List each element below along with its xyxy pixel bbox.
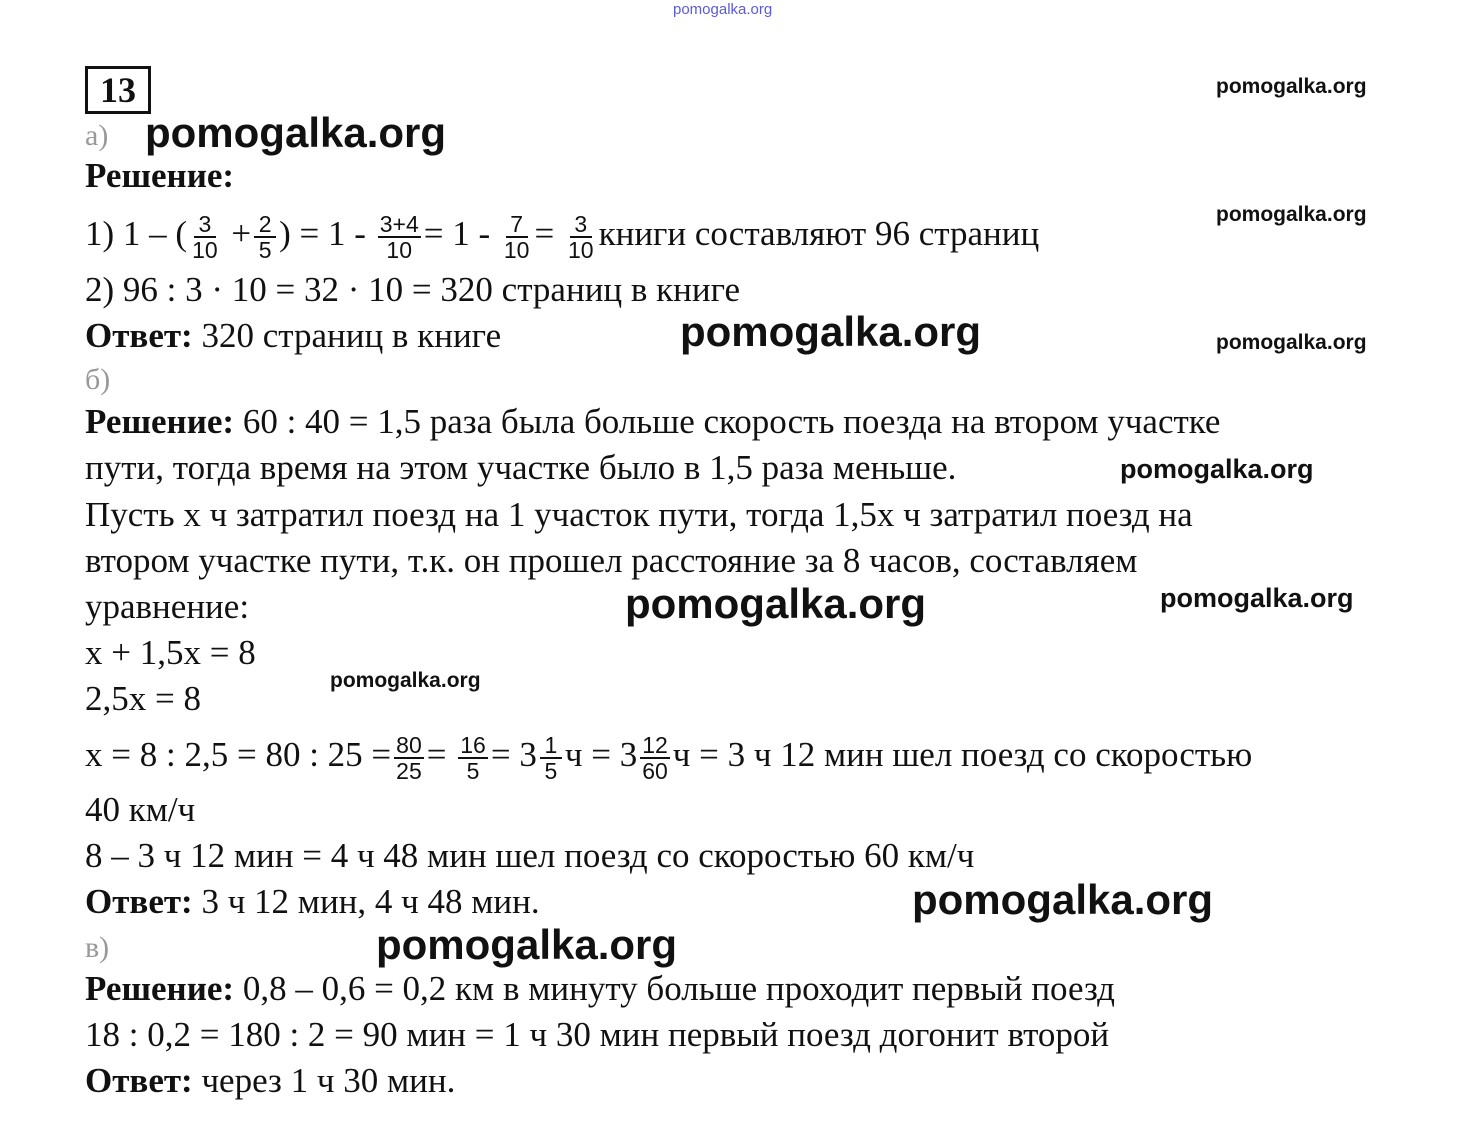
part-c-line-1 [85, 969, 1115, 1009]
watermark: pomogalka.org [1216, 75, 1367, 98]
fraction [540, 733, 562, 783]
watermark[interactable]: pomogalka.org [673, 1, 773, 18]
fraction [190, 212, 220, 262]
text: x = 8 : 2,5 = 80 : 25 = [85, 735, 392, 775]
numerator: 16 [460, 732, 486, 758]
denominator: 10 [192, 237, 218, 263]
text: = [534, 214, 555, 254]
numerator: 3+4 [379, 211, 419, 237]
part-b-line-5: уравнение: [85, 587, 250, 626]
part-a-label: а) [85, 119, 109, 152]
part-b-line-10: 8 – 3 ч 12 мин = 4 ч 48 мин шел поезд со скоростью 60 км/ч [85, 836, 975, 875]
text: ч = 3 [564, 735, 638, 775]
solution-label: Решение: [85, 402, 235, 441]
part-c-label: в) [85, 931, 110, 964]
watermark: pomogalka.org [625, 580, 927, 627]
numerator: 3 [194, 212, 216, 238]
denominator: 5 [258, 237, 272, 263]
part-b-line-9: 40 км/ч [85, 790, 196, 829]
fraction [640, 733, 670, 783]
text: ч = 3 ч 12 мин шел поезд со скоростью [672, 735, 1253, 775]
watermark: pomogalka.org [1160, 583, 1354, 613]
fraction [378, 212, 421, 262]
text: ) = 1 - [279, 214, 366, 254]
part-c-line-2: 18 : 0,2 = 180 : 2 = 90 мин = 1 ч 30 мин первый поезд догонит второй [85, 1015, 1110, 1054]
part-c-answer [85, 1061, 455, 1101]
denominator: 25 [396, 758, 422, 784]
numerator: 3 [570, 212, 592, 238]
fraction [502, 212, 532, 262]
part-b-equation-2: 2,5x = 8 [85, 679, 201, 718]
watermark: pomogalka.org [145, 109, 447, 156]
text: = [426, 735, 447, 775]
part-a-solution-label: Решение: [85, 156, 235, 195]
fraction [394, 733, 424, 783]
numerator: 2 [254, 212, 276, 238]
text: = 3 [490, 735, 537, 775]
watermark: pomogalka.org [912, 876, 1214, 923]
part-b-line-4: втором участке пути, т.к. он прошел расстояние за 8 часов, составляем [85, 541, 1138, 580]
task-number: 13 [85, 66, 151, 114]
part-b-line-2: пути, тогда время на этом участке было в 1,5 раза меньше. [85, 448, 957, 487]
fraction [254, 212, 276, 262]
fraction [458, 733, 488, 783]
text: 60 : 40 = 1,5 раза была больше скорость поезда на втором участке [242, 402, 1221, 441]
denominator: 60 [642, 758, 668, 784]
numerator: 12 [642, 732, 668, 758]
watermark: pomogalka.org [1216, 331, 1367, 354]
text: + [231, 214, 252, 254]
answer-text: через 1 ч 30 мин. [201, 1061, 456, 1100]
text: 1) 1 – ( [85, 214, 188, 254]
watermark: pomogalka.org [680, 308, 982, 355]
part-a-answer [85, 316, 501, 356]
watermark: pomogalka.org [1120, 454, 1314, 484]
denominator: 10 [503, 237, 530, 263]
part-b-equation-3 [85, 733, 1252, 783]
numerator: 1 [540, 733, 562, 759]
solution-label: Решение: [85, 969, 235, 1008]
part-b-answer [85, 882, 540, 922]
answer-text: 320 страниц в книге [201, 316, 502, 355]
numerator: 7 [506, 212, 528, 238]
answer-text: 3 ч 12 мин, 4 ч 48 мин. [201, 882, 540, 921]
text: книги составляют 96 страниц [598, 214, 1040, 254]
denominator: 10 [386, 237, 413, 263]
text: = 1 - [423, 214, 491, 254]
part-b-line-3: Пусть x ч затратил поезд на 1 участок пути, тогда 1,5x ч затратил поезд на [85, 495, 1193, 534]
answer-label: Ответ: [85, 1061, 193, 1100]
part-b-equation-1: x + 1,5x = 8 [85, 633, 256, 672]
text: 0,8 – 0,6 = 0,2 км в минуту больше проходит первый поезд [242, 969, 1115, 1008]
part-a-step-2: 2) 96 : 3 · 10 = 32 · 10 = 320 страниц в книге [85, 270, 741, 309]
denominator: 5 [544, 758, 558, 784]
watermark: pomogalka.org [376, 921, 678, 968]
part-a-step-1 [85, 212, 1039, 262]
watermark: pomogalka.org [1216, 203, 1367, 226]
answer-label: Ответ: [85, 882, 193, 921]
part-b-line-1 [85, 402, 1220, 442]
numerator: 80 [396, 732, 422, 758]
denominator: 10 [567, 237, 594, 263]
denominator: 5 [466, 758, 480, 784]
fraction [566, 212, 596, 262]
watermark: pomogalka.org [330, 669, 481, 692]
part-b-label: б) [85, 363, 111, 396]
answer-label: Ответ: [85, 316, 193, 355]
